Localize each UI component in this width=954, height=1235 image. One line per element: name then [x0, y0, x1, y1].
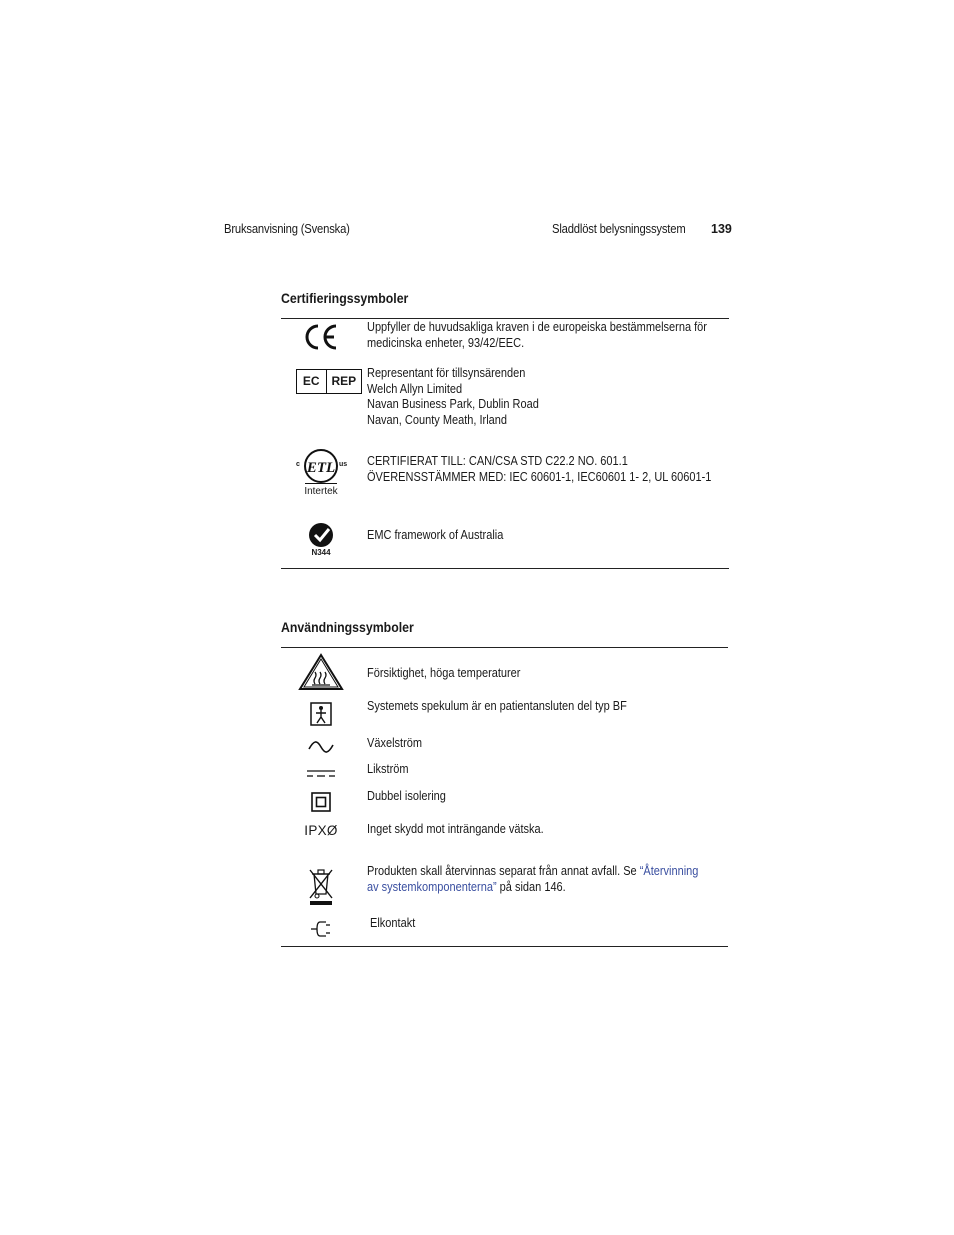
cert-etl-text: CERTIFIERAT TILL: CAN/CSA STD C22.2 NO. 601.1 ÖVERENSSTÄMMER MED: IEC 60601-1, IEC60601 1- 2, UL 60601-1 — [367, 454, 712, 484]
usage-dc-text: Likström — [367, 762, 409, 776]
header-manual-title: Bruksanvisning (Svenska) — [224, 222, 350, 236]
ec-rep-icon: EC REP — [281, 369, 361, 394]
usage-top-rule — [281, 647, 728, 648]
etl-intertek-icon: ETL c us Intertek — [281, 444, 361, 502]
cert-bottom-rule — [281, 568, 729, 569]
usage-ipx0-text: Inget skydd mot inträngande vätska. — [367, 822, 544, 836]
usage-type-bf-text: Systemets spekulum är en patientansluten del typ BF — [367, 699, 627, 713]
recycling-link-cont[interactable]: av systemkomponenterna” — [367, 879, 497, 894]
double-insulation-icon — [281, 792, 361, 812]
recycling-link[interactable]: “Återvinning — [639, 864, 699, 878]
cert-ce-text: Uppfyller de huvudsakliga kraven i de europeiska bestämmelserna för medicinska enheter, 93/42/EEC. — [367, 320, 707, 350]
usage-weee-text: Produkten skall återvinnas separat från annat avfall. Se “Återvinning av systemkomponenterna” på sidan 146. — [367, 864, 699, 894]
usage-hot-text: Försiktighet, höga temperaturer — [367, 666, 521, 680]
type-bf-icon — [281, 702, 361, 726]
ipx0-icon: IPXØ — [304, 823, 338, 838]
weee-bin-icon — [281, 866, 361, 906]
usage-bottom-rule — [281, 946, 728, 947]
direct-current-icon — [281, 768, 361, 778]
ce-mark-icon — [281, 323, 361, 351]
svg-text:ETL: ETL — [306, 460, 336, 476]
usage-section-title: Användningssymboler — [281, 619, 414, 635]
power-plug-icon — [281, 920, 361, 938]
cert-ec-rep-text: Representant för tillsynsärenden Welch Allyn Limited Navan Business Park, Dublin Road Navan, County Meath, Irland — [367, 366, 539, 427]
alternating-current-icon — [281, 740, 361, 754]
c-tick-icon: N344 — [281, 522, 361, 558]
usage-double-insulation-text: Dubbel isolering — [367, 789, 446, 803]
cert-section-title: Certifieringssymboler — [281, 290, 409, 306]
page-number: 139 — [711, 222, 732, 236]
hot-surface-warning-icon — [281, 653, 361, 691]
cert-top-rule — [281, 318, 729, 319]
usage-ac-text: Växelström — [367, 736, 423, 750]
cert-c-tick-text: EMC framework of Australia — [367, 528, 504, 542]
header-product-name: Sladdlöst belysningssystem — [552, 222, 686, 236]
usage-plug-text: Elkontakt — [370, 916, 416, 930]
